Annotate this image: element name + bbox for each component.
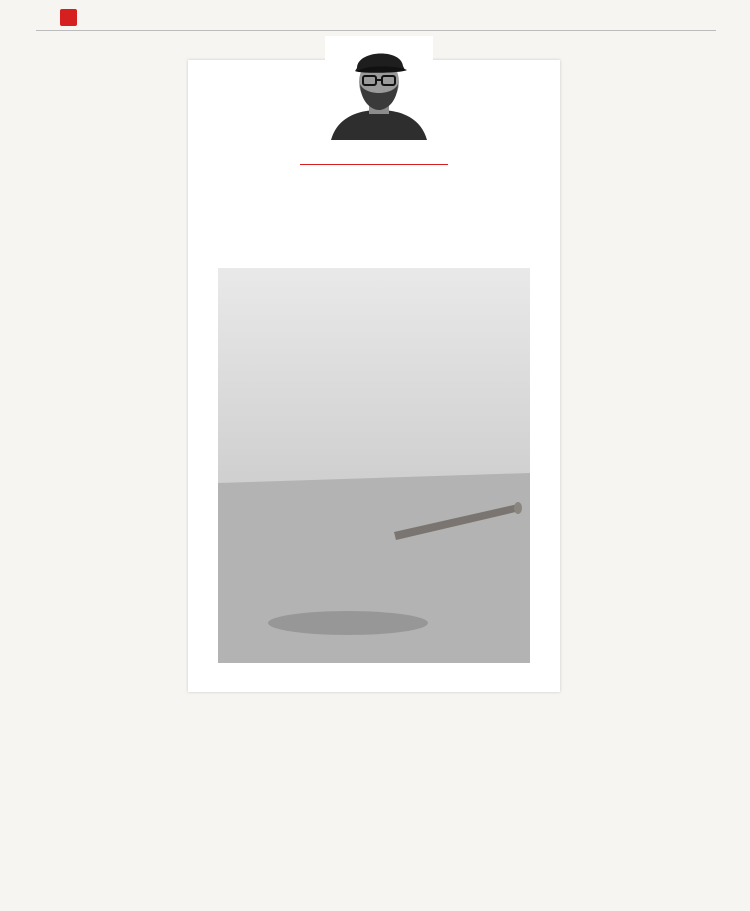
author-portrait xyxy=(325,36,433,140)
column-title-divider xyxy=(300,164,448,165)
header-divider xyxy=(36,30,716,31)
column-card xyxy=(188,60,560,692)
sculpture-image xyxy=(218,268,530,663)
text-column-2 xyxy=(188,708,302,908)
text-column-4 xyxy=(448,700,560,908)
section-logo xyxy=(60,9,77,26)
sculpture-photo xyxy=(218,268,530,663)
text-column-5 xyxy=(568,87,714,907)
text-column-3 xyxy=(310,708,446,908)
page-header xyxy=(0,0,750,34)
text-column-1 xyxy=(36,87,180,907)
